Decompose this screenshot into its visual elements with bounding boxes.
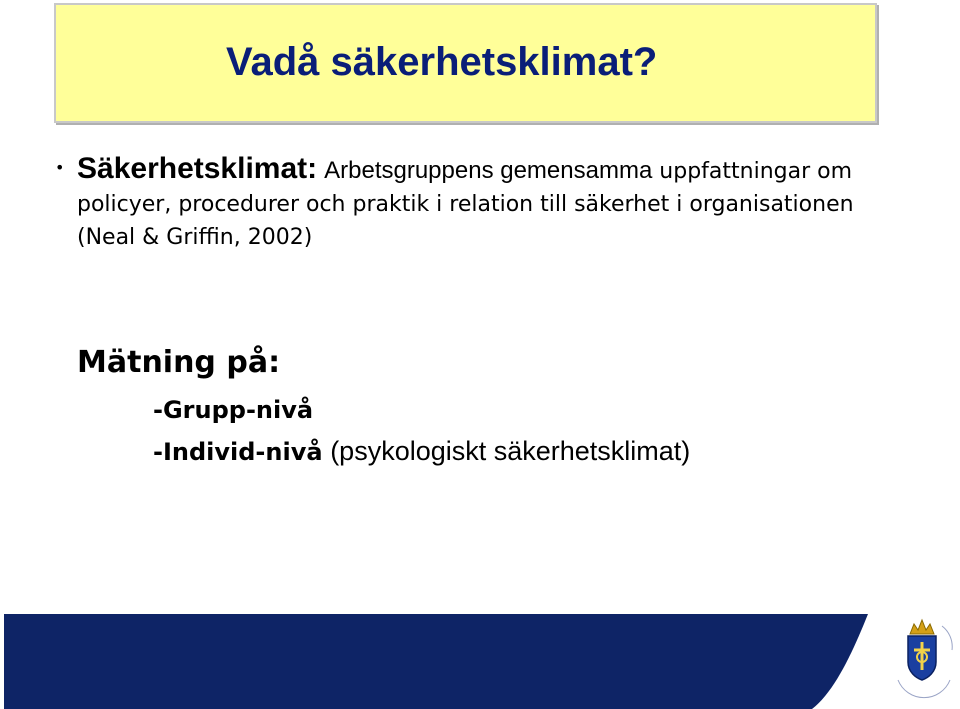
definition-text: uppfattningar om policyer, procedurer och praktik i relation till säkerhet i organisationen (Neal & Griffin, 2002) [77,159,854,250]
crown-icon [910,620,934,634]
level-individual [153,436,690,467]
definition-term: Säkerhetsklimat: [77,152,318,185]
footer-band [4,614,874,709]
bullet-icon: • [55,158,65,177]
level-individual-label: -Individ-nivå [153,438,323,466]
shield-icon [908,636,936,680]
measurement-heading: Mätning på: [77,345,281,380]
definition-lead: Arbetsgruppens gemensamma [324,157,653,184]
level-group-label: -Grupp-nivå [153,396,314,424]
crest-logo [888,610,960,705]
level-individual-note: (psykologiskt säkerhetsklimat) [330,436,691,466]
slide-title: Vadå säkerhetsklimat? [226,40,658,84]
definition-paragraph [77,152,867,254]
level-group [153,396,313,424]
title-box [54,3,877,123]
